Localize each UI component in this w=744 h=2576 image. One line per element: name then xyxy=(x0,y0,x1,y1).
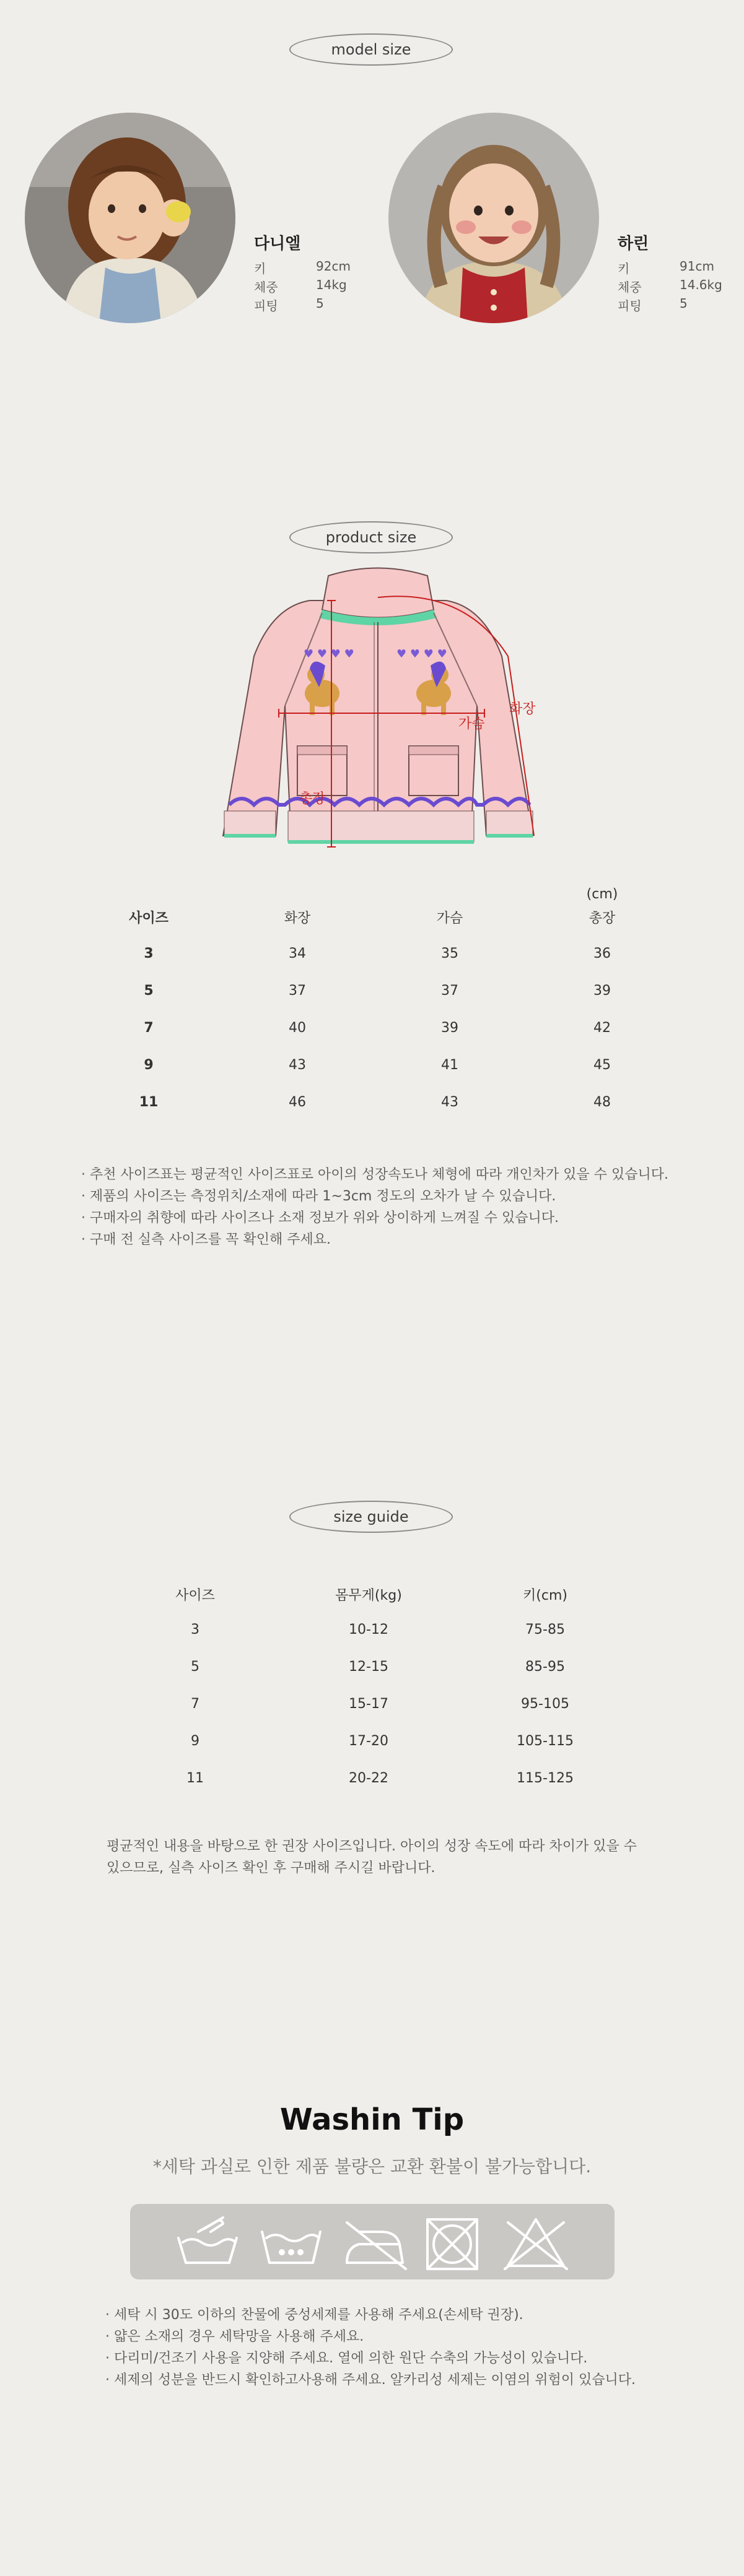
table-header: 총장 xyxy=(589,911,616,926)
guide-header: 사이즈 xyxy=(175,1588,215,1603)
guide-header: 키(cm) xyxy=(523,1588,567,1603)
table-header: 가슴 xyxy=(436,911,463,926)
model-stat-label: 키 xyxy=(618,261,630,276)
washing-note: · 세탁 시 30도 이하의 찬물에 중성세제를 사용해 주세요(손세탁 권장). xyxy=(105,2307,523,2323)
machine-wash-30-icon xyxy=(262,2232,320,2263)
guide-height-cell: 75-85 xyxy=(525,1622,565,1637)
guide-weight-cell: 12-15 xyxy=(349,1659,388,1675)
guide-size-cell: 7 xyxy=(191,1696,199,1712)
guide-weight-cell: 17-20 xyxy=(349,1733,388,1749)
size-note: · 구매자의 취향에 따라 사이즈나 소재 정보가 위와 상이하게 느껴질 수 있습니다. xyxy=(81,1210,559,1226)
hand-wash-icon xyxy=(178,2218,237,2263)
size-guide-title: size guide xyxy=(289,1501,453,1533)
model-photo-harin xyxy=(388,113,599,323)
model-name: 다니엘 xyxy=(254,235,301,253)
washing-note: · 세제의 성분을 반드시 확인하고사용해 주세요. 알카리성 세제는 이염의 위험이 있습니다. xyxy=(105,2372,636,2388)
guide-note: 있으므로, 실측 사이즈 확인 후 구매해 주시길 바랍니다. xyxy=(107,1860,435,1876)
chest-cell: 43 xyxy=(441,1095,458,1110)
size-cell: 7 xyxy=(144,1020,154,1036)
model-stat-value: 14kg xyxy=(316,277,347,292)
length-cell: 36 xyxy=(593,946,611,961)
guide-height-cell: 115-125 xyxy=(517,1771,574,1786)
sleeve-cell: 46 xyxy=(289,1095,306,1110)
model-photo-daniel xyxy=(25,113,235,323)
guide-weight-cell: 15-17 xyxy=(349,1696,388,1712)
no-tumble-dry-icon xyxy=(427,2219,477,2269)
guide-size-cell: 11 xyxy=(186,1771,204,1786)
washing-note: · 얇은 소재의 경우 세탁망을 사용해 주세요. xyxy=(105,2329,364,2344)
no-bleach-icon xyxy=(505,2219,567,2269)
model-stat-value: 14.6kg xyxy=(680,277,722,292)
size-note: · 추천 사이즈표는 평균적인 사이즈표로 아이의 성장속도나 체형에 따라 개인차가 있을 수 있습니다. xyxy=(81,1167,668,1182)
model-stat-label: 체중 xyxy=(618,280,642,295)
model-stat-label: 체중 xyxy=(254,280,278,295)
length-cell: 48 xyxy=(593,1095,611,1110)
guide-height-cell: 85-95 xyxy=(525,1659,565,1675)
model-size-title: model size xyxy=(289,33,453,66)
model-stat-value: 91cm xyxy=(680,259,714,274)
sleeve-cell: 40 xyxy=(289,1020,306,1036)
guide-note: 평균적인 내용을 바탕으로 한 권장 사이즈입니다. 아이의 성장 속도에 따라 차이가 있을 수 xyxy=(107,1839,637,1854)
model-stat-label: 피팅 xyxy=(254,298,278,313)
chest-cell: 37 xyxy=(441,983,458,999)
no-iron-icon xyxy=(347,2223,406,2269)
length-label: 총장 xyxy=(299,791,326,807)
table-header: 화장 xyxy=(284,911,311,926)
size-cell: 9 xyxy=(144,1057,154,1073)
guide-size-cell: 9 xyxy=(191,1733,199,1749)
care-icons-panel xyxy=(130,2204,615,2279)
model-stat-value: 5 xyxy=(316,296,324,311)
guide-height-cell: 95-105 xyxy=(521,1696,569,1712)
washing-tip-title: Washin Tip xyxy=(279,2102,465,2137)
chest-label: 가슴 xyxy=(458,716,485,732)
sleeve-cell: 34 xyxy=(289,946,306,961)
guide-size-cell: 3 xyxy=(191,1622,199,1637)
chest-cell: 39 xyxy=(441,1020,458,1036)
size-cell: 3 xyxy=(144,946,154,961)
svg-text:♥ ♥ ♥ ♥: ♥ ♥ ♥ ♥ xyxy=(304,648,354,661)
length-cell: 45 xyxy=(593,1057,611,1073)
table-header: 사이즈 xyxy=(129,911,168,926)
guide-weight-cell: 10-12 xyxy=(349,1622,388,1637)
unit-label: (cm) xyxy=(586,887,618,902)
chest-cell: 41 xyxy=(441,1057,458,1073)
model-stat-value: 92cm xyxy=(316,259,351,274)
size-note: · 제품의 사이즈는 측정위치/소재에 따라 1~3cm 정도의 오차가 날 수 있습니다. xyxy=(81,1189,556,1204)
length-cell: 42 xyxy=(593,1020,611,1036)
size-cell: 11 xyxy=(139,1095,159,1110)
model-stat-label: 키 xyxy=(254,261,266,276)
sleeve-label: 화장 xyxy=(509,701,536,717)
washing-tip-subtitle: *세탁 과실로 인한 제품 불량은 교환 환불이 불가능합니다. xyxy=(152,2156,592,2177)
product-size-title: product size xyxy=(289,521,453,553)
model-stat-label: 피팅 xyxy=(618,298,642,313)
cardigan-diagram xyxy=(217,563,539,854)
sleeve-cell: 43 xyxy=(289,1057,306,1073)
model-name: 하린 xyxy=(618,235,649,253)
washing-note: · 다리미/건조기 사용을 지양해 주세요. 열에 의한 원단 수축의 가능성이 있습니다. xyxy=(105,2351,588,2366)
model-stat-value: 5 xyxy=(680,296,688,311)
svg-text:♥ ♥ ♥ ♥: ♥ ♥ ♥ ♥ xyxy=(396,648,447,661)
length-cell: 39 xyxy=(593,983,611,999)
guide-header: 몸무게(kg) xyxy=(335,1588,402,1603)
guide-weight-cell: 20-22 xyxy=(349,1771,388,1786)
guide-size-cell: 5 xyxy=(191,1659,199,1675)
size-cell: 5 xyxy=(144,983,154,999)
chest-cell: 35 xyxy=(441,946,458,961)
guide-height-cell: 105-115 xyxy=(517,1733,574,1749)
sleeve-cell: 37 xyxy=(289,983,306,999)
size-note: · 구매 전 실측 사이즈를 꼭 확인해 주세요. xyxy=(81,1232,331,1247)
